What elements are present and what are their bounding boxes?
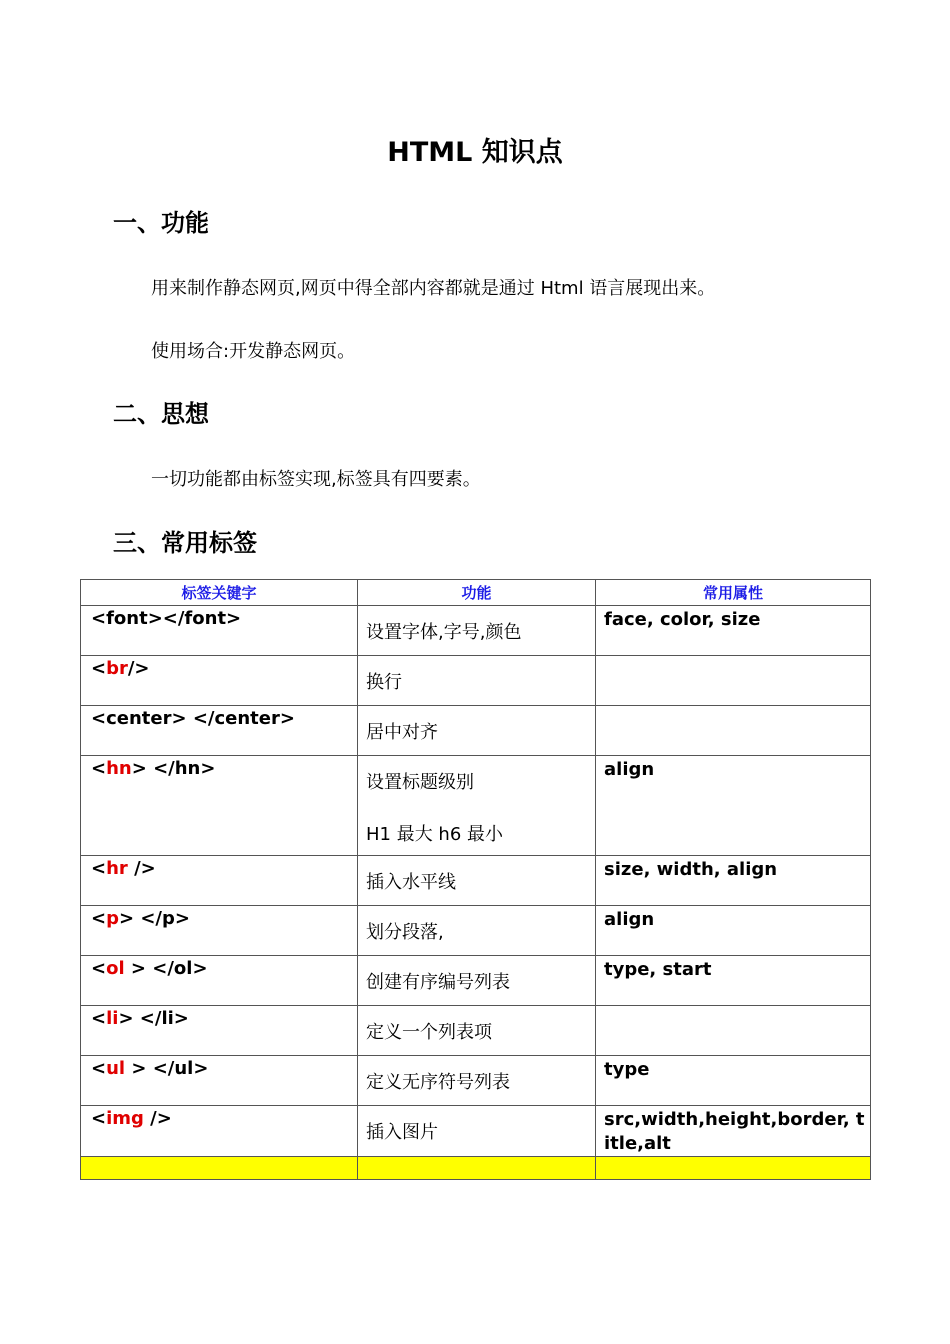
function-text-line2: H1 最大 h6 最小 xyxy=(366,824,504,845)
tag-cell xyxy=(81,606,358,656)
tag-keyword xyxy=(81,756,357,779)
tag-keyword xyxy=(81,1056,357,1079)
function-cell xyxy=(358,706,596,756)
attributes-cell xyxy=(596,856,871,906)
tag-suffix: /> xyxy=(143,1108,172,1129)
tag-keyword xyxy=(81,1106,357,1129)
function-cell xyxy=(358,606,596,656)
tag-name: p xyxy=(106,908,119,929)
table-row xyxy=(81,656,871,706)
tag-suffix: /> xyxy=(127,658,150,679)
paragraph-idea: 一切功能都由标签实现,标签具有四要素。 xyxy=(151,469,481,490)
function-cell xyxy=(358,1056,596,1106)
tag-prefix: < xyxy=(91,1108,107,1129)
paragraph-usage: 使用场合:开发静态网页。 xyxy=(151,341,356,362)
tag-prefix: < xyxy=(91,908,107,929)
function-cell xyxy=(358,1006,596,1056)
table-row xyxy=(81,706,871,756)
tag-prefix: < xyxy=(91,658,107,679)
table-row xyxy=(81,1006,871,1056)
function-text: 定义无序符号列表 xyxy=(366,1072,510,1093)
tag-name: hn xyxy=(106,758,132,779)
tag-prefix: <font></font> xyxy=(91,608,242,629)
function-cell xyxy=(358,906,596,956)
paragraph-function: 用来制作静态网页,网页中得全部内容都就是通过 Html 语言展现出来。 xyxy=(151,278,716,299)
tags-table xyxy=(80,579,871,1180)
table-row xyxy=(81,1106,871,1157)
attributes-cell xyxy=(596,656,871,706)
attributes-cell xyxy=(596,1006,871,1056)
tag-prefix: < xyxy=(91,858,107,879)
attributes-cell xyxy=(596,1056,871,1106)
tag-cell xyxy=(81,1106,358,1157)
attributes-text: src,width,height,border, title,alt xyxy=(604,1109,865,1154)
tag-keyword xyxy=(81,706,357,729)
tag-suffix: /> xyxy=(127,858,156,879)
attributes-cell xyxy=(596,756,871,856)
tag-cell xyxy=(81,956,358,1006)
tag-prefix: < xyxy=(91,1058,107,1079)
attributes-text: face, color, size xyxy=(604,609,761,630)
tag-prefix: < xyxy=(91,758,107,779)
tag-cell xyxy=(81,706,358,756)
function-text: 插入水平线 xyxy=(366,872,456,893)
tag-keyword xyxy=(81,656,357,679)
table-row xyxy=(81,956,871,1006)
table-row xyxy=(81,606,871,656)
function-text: 划分段落, xyxy=(366,922,444,943)
table-header-row xyxy=(81,580,871,606)
attributes-text: size, width, align xyxy=(604,859,778,880)
table-row xyxy=(81,856,871,906)
attributes-text xyxy=(596,1006,870,1008)
tag-prefix: < xyxy=(91,958,107,979)
attributes-text xyxy=(596,656,870,658)
header-common-attributes: 常用属性 xyxy=(596,580,871,606)
tag-name: img xyxy=(106,1108,144,1129)
header-tag-keyword: 标签关键字 xyxy=(81,580,358,606)
attributes-cell xyxy=(596,606,871,656)
function-cell xyxy=(358,656,596,706)
tag-suffix: > </p> xyxy=(118,908,190,929)
function-cell xyxy=(358,756,596,856)
empty-cell xyxy=(596,1157,871,1180)
tag-suffix: > </hn> xyxy=(131,758,216,779)
tag-name: li xyxy=(106,1008,119,1029)
tag-keyword xyxy=(81,606,357,629)
tag-cell xyxy=(81,856,358,906)
attributes-cell xyxy=(596,906,871,956)
header-function: 功能 xyxy=(358,580,596,606)
tag-keyword xyxy=(81,1006,357,1029)
section-heading-function: 一、功能 xyxy=(113,209,209,237)
attributes-cell xyxy=(596,956,871,1006)
attributes-cell xyxy=(596,706,871,756)
page-title: HTML 知识点 xyxy=(387,137,563,168)
empty-cell xyxy=(81,1157,358,1180)
table-row xyxy=(81,1056,871,1106)
tag-name: br xyxy=(106,658,128,679)
tag-cell xyxy=(81,656,358,706)
tag-suffix: > </ul> xyxy=(125,1058,209,1079)
tag-name: hr xyxy=(106,858,128,879)
attributes-cell xyxy=(596,1106,871,1157)
section-heading-common-tags: 三、常用标签 xyxy=(113,529,257,557)
function-text: 定义一个列表项 xyxy=(366,1022,492,1043)
function-cell xyxy=(358,1106,596,1157)
attributes-text xyxy=(596,706,870,708)
tag-cell xyxy=(81,1006,358,1056)
function-text: 插入图片 xyxy=(366,1122,438,1143)
function-cell xyxy=(358,856,596,906)
attributes-text: align xyxy=(604,909,655,930)
function-text: 换行 xyxy=(366,672,402,693)
tag-cell xyxy=(81,756,358,856)
function-text: 设置字体,字号,颜色 xyxy=(366,622,522,643)
function-text: 居中对齐 xyxy=(366,722,438,743)
function-text: 创建有序编号列表 xyxy=(366,972,510,993)
tag-keyword xyxy=(81,856,357,879)
table-row xyxy=(81,906,871,956)
tag-name: ol xyxy=(106,958,125,979)
attributes-text: type, start xyxy=(604,959,712,980)
tag-suffix: > </ol> xyxy=(124,958,208,979)
tag-keyword xyxy=(81,906,357,929)
section-heading-idea: 二、思想 xyxy=(113,400,209,428)
highlighted-empty-row xyxy=(81,1157,871,1180)
tag-cell xyxy=(81,1056,358,1106)
function-cell xyxy=(358,956,596,1006)
table-row xyxy=(81,756,871,856)
attributes-text: type xyxy=(604,1059,650,1080)
tag-cell xyxy=(81,906,358,956)
tag-keyword xyxy=(81,956,357,979)
function-text: 设置标题级别 xyxy=(366,772,474,793)
tag-prefix: < xyxy=(91,1008,107,1029)
tag-prefix: <center> </center> xyxy=(91,708,295,729)
tag-name: ul xyxy=(106,1058,126,1079)
tag-suffix: > </li> xyxy=(118,1008,189,1029)
attributes-text: align xyxy=(604,759,655,780)
empty-cell xyxy=(358,1157,596,1180)
